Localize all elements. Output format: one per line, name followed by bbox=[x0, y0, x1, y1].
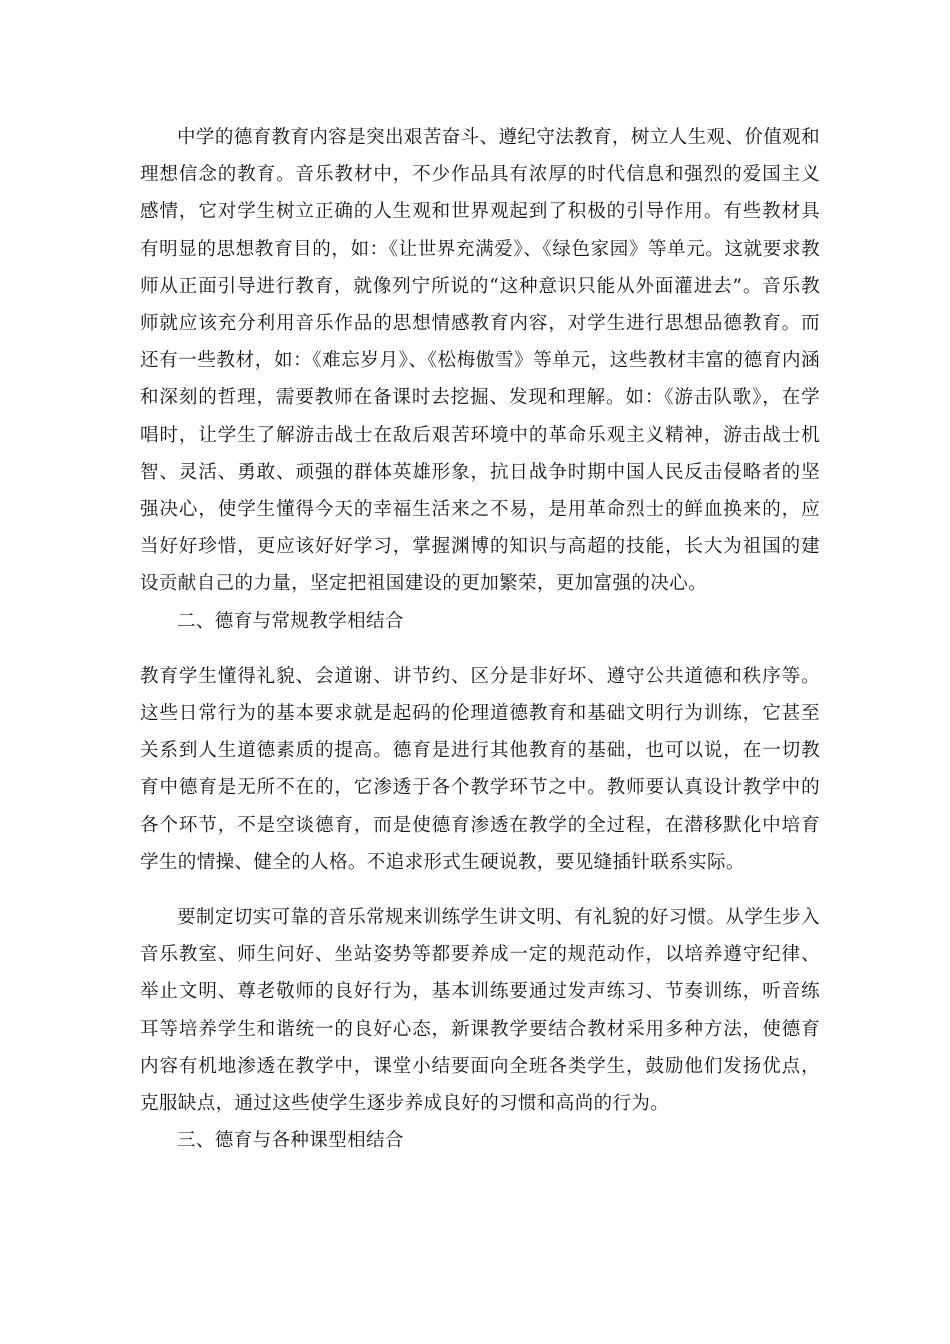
document-body bbox=[140, 119, 820, 1159]
paragraph-music-routines: 要制定切实可靠的音乐常规来训练学生讲文明、有礼貌的好习惯。从学生步入音乐教室、师生问好、坐站姿势等都要养成一定的规范动作，以培养遵守纪律、举止文明、尊老敬师的良好行为，基本训练要通过发声练习、节奏训练，听音练耳等培养学生和谐统一的良好心态，新课教学要结合教材采用多种方法，使德育内容有机地渗透在教学中，课堂小结要面向全班各类学生，鼓励他们发扬优点，克服缺点，通过这些使学生逐步养成良好的习惯和高尚的行为。 bbox=[140, 907, 820, 1115]
paragraph-moral-education-content: 中学的德育教育内容是突出艰苦奋斗、遵纪守法教育，树立人生观、价值观和理想信念的教育。音乐教材中，不少作品具有浓厚的时代信息和强烈的爱国主义感情，它对学生树立正确的人生观和世界观起到了积极的引导作用。有些教材具有明显的思想教育目的，如：《让世界充满爱》、《绿色家园》等单元。这就要求教师从正面引导进行教育，就像列宁所说的“这种意识只能从外面灌进去”。音乐教师就应该充分利用音乐作品的思想情感教育内容，对学生进行思想品德教育。而还有一些教材，如：《难忘岁月》、《松梅傲雪》等单元，这些教材丰富的德育内涵和深刻的哲理，需要教师在备课时去挖掘、发现和理解。如：《游击队歌》，在学唱时，让学生了解游击战士在敌后艰苦环境中的革命乐观主义精神，游击战士机智、灵活、勇敢、顽强的群体英雄形象，抗日战争时期中国人民反击侵略者的坚强决心，使学生懂得今天的幸福生活来之不易，是用革命烈士的鲜血换来的，应当好好珍惜，更应该好好学习，掌握渊博的知识与高超的技能，长大为祖国的建设贡献自己的力量，坚定把祖国建设的更加繁荣，更加富强的决心。 bbox=[140, 127, 820, 595]
paragraph-routine-teaching: 教育学生懂得礼貌、会道谢、讲节约、区分是非好坏、遵守公共道德和秩序等。这些日常行为的基本要求就是起码的伦理道德教育和基础文明行为训练，它甚至关系到人生道德素质的提高。德育是进行其他教育的基础，也可以说，在一切教育中德育是无所不在的，它渗透于各个教学环节之中。教师要认真设计教学中的各个环节，不是空谈德育，而是使德育渗透在教学的全过程，在潜移默化中培育学生的情操、健全的人格。不追求形式生硬说教，要见缝插针联系实际。 bbox=[140, 665, 820, 873]
section-heading-3: 三、德育与各种课型相结合 bbox=[177, 1130, 404, 1152]
section-heading-2: 二、德育与常规教学相结合 bbox=[177, 610, 404, 632]
